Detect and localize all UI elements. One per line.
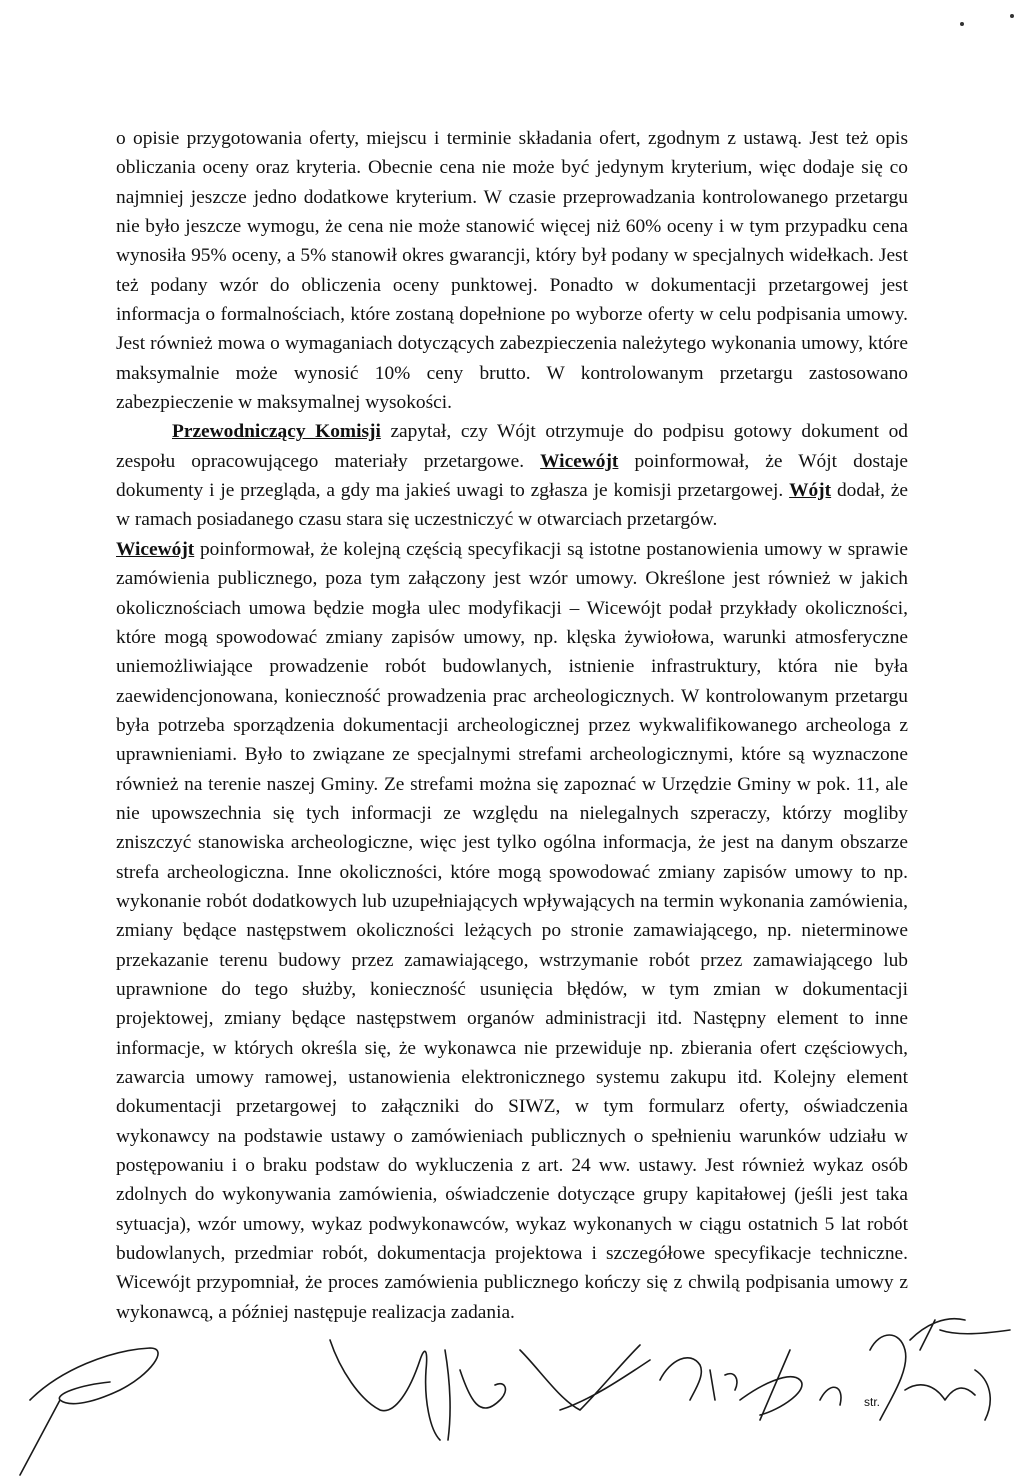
signature-4 (660, 1358, 737, 1400)
document-body (116, 124, 908, 1327)
signature-2 (330, 1340, 505, 1440)
speaker-chair: Przewodniczący Komisji (172, 421, 381, 443)
speaker-mayor: Wójt (789, 480, 832, 502)
signature-5 (740, 1350, 802, 1420)
paragraph-contract-terms (116, 535, 908, 1327)
text-vice-mayor: poinformował, że Wójt dostaje dokumenty i je przegląda, a gdy ma jakieś uwagi to zgłasza je komisji przetargowej. (116, 450, 908, 502)
paragraph-tender-description: o opisie przygotowania oferty, miejscu i terminie składania ofert, zgodnym z ustawą. Jest też opis obliczania oceny oraz kryteria. Obecnie cena nie może być jedynym kryterium, więc dodaje się co najmniej jeszcze jedno dodatkowe kryterium. W czasie przeprowadzania kontrolowanego przetargu nie było jeszcze wymogu, że cena nie może stanowić więcej niż 60% oceny i w tym przypadku cena wynosiła 95% oceny, a 5% stanowił okres gwarancji, który był podany w specjalnych widełkach. Jest też podany wzór do obliczenia oceny punktowej. Ponadto w dokumentacji przetargowej jest informacja o formalnościach, które zostaną dopełnione po wyborze oferty w celu podpisania umowy. Jest również mowa o wymaganiach dotyczących zabezpieczenia należytego wykonania umowy, które maksymalnie może wynosić 10% ceny brutto. W kontrolowanym przetargu zastosowano zabezpieczenie w maksymalnej wysokości. (116, 128, 908, 414)
signature-7 (910, 1319, 1010, 1350)
text-vice-mayor-2: poinformował, że kolejną częścią specyfikacji są istotne postanowienia umowy w sprawie zamówienia publicznego, poza tym załączony jest wzór umowy. Określone jest również w jakich okolicznościach umowa będzie mogła ulec modyfikacji – Wicewójt podał przykłady okoliczności, które mogą spowodować zmiany zapisów umowy, np. klęska żywiołowa, warunki atmosferyczne uniemożliwiające prowadzenie robót budowlanych, istnienie infrastruktury, która nie była zaewidencjonowana, konieczność prowadzenia prac archeologicznych. W kontrolowanym przetargu była potrzeba sporządzenia dokumentacji archeologicznej przez wykwalifikowanego archeologa z uprawnieniami. Było to związane ze specjalnymi strefami archeologicznymi, które są wyznaczone również na terenie naszej Gminy. Ze strefami można się zapoznać w Urzędzie Gminy w pok. 11, ale nie upowszechnia się tych informacji ze względu na nielegalnych szperaczy, którzy mogliby zniszczyć stanowiska archeologiczne, więc jest tylko ogólna informacja, że jest na danym obszarze strefa archeologiczna. Inne okoliczności, które mogą spowodować zmiany zapisów umowy to np. wykonanie robót dodatkowych lub uzupełniających wpływających na termin wykonania zamówienia, zmiany będące następstwem okoliczności leżących po stronie zamawiającego, np. nieterminowe przekazanie terenu budowy przez zamawiającego, wstrzymanie robót przez zamawiającego lub uprawnione do tego służby, konieczność usunięcia błędów, w tym zmian w dokumentacji projektowej, zmiany będące następstwem organów administracji itd. Następny element to inne informacje, w których określa się, że wykonawca nie przewiduje np. zbierania ofert częściowych, zawarcia umowy ramowej, ustanowienia elektronicznego systemu zakupu itd. Kolejny element dokumentacji przetargowej to załączniki do SIWZ, w tym formularz oferty, oświadczenia wykonawcy na podstawie ustawy o zamówieniach publicznych o spełnieniu warunków udziału w postępowaniu i o braku podstaw do wykluczenia z art. 24 ww. ustawy. Jest również wykaz osób zdolnych do wykonywania zamówienia, oświadczenie dotyczące grupy kapitałowej (jeśli jest taka sytuacja), wzór umowy, wykaz podwykonawców, wykaz wykonanych w ciągu ostatnich 5 lat robót budowlanych, przedmiar robót, dokumentacja projektowa i szczegółowe specyfikacje techniczne. Wicewójt przypomniał, że proces zamówienia publicznego kończy się z chwilą podpisania umowy z wykonawcą, a później następuje realizacja zadania. (116, 538, 908, 1323)
scan-speck (1010, 14, 1014, 18)
page-number-label: str. (864, 1395, 881, 1409)
speaker-vice-mayor: Wicewójt (540, 450, 619, 472)
scan-speck (960, 22, 964, 26)
paragraph-discussion (116, 417, 908, 534)
signature-3 (520, 1345, 650, 1410)
text-mayor: dodał, że w ramach posiadanego czasu stara się uczestniczyć w otwarciach przetargów. (116, 480, 908, 531)
signature-6 (820, 1335, 990, 1420)
speaker-vice-mayor-2: Wicewójt (116, 538, 195, 560)
text-chair: zapytał, czy Wójt otrzymuje do podpisu gotowy dokument od zespołu opracowującego materiały przetargowe. (116, 421, 908, 472)
signature-1 (20, 1348, 158, 1475)
